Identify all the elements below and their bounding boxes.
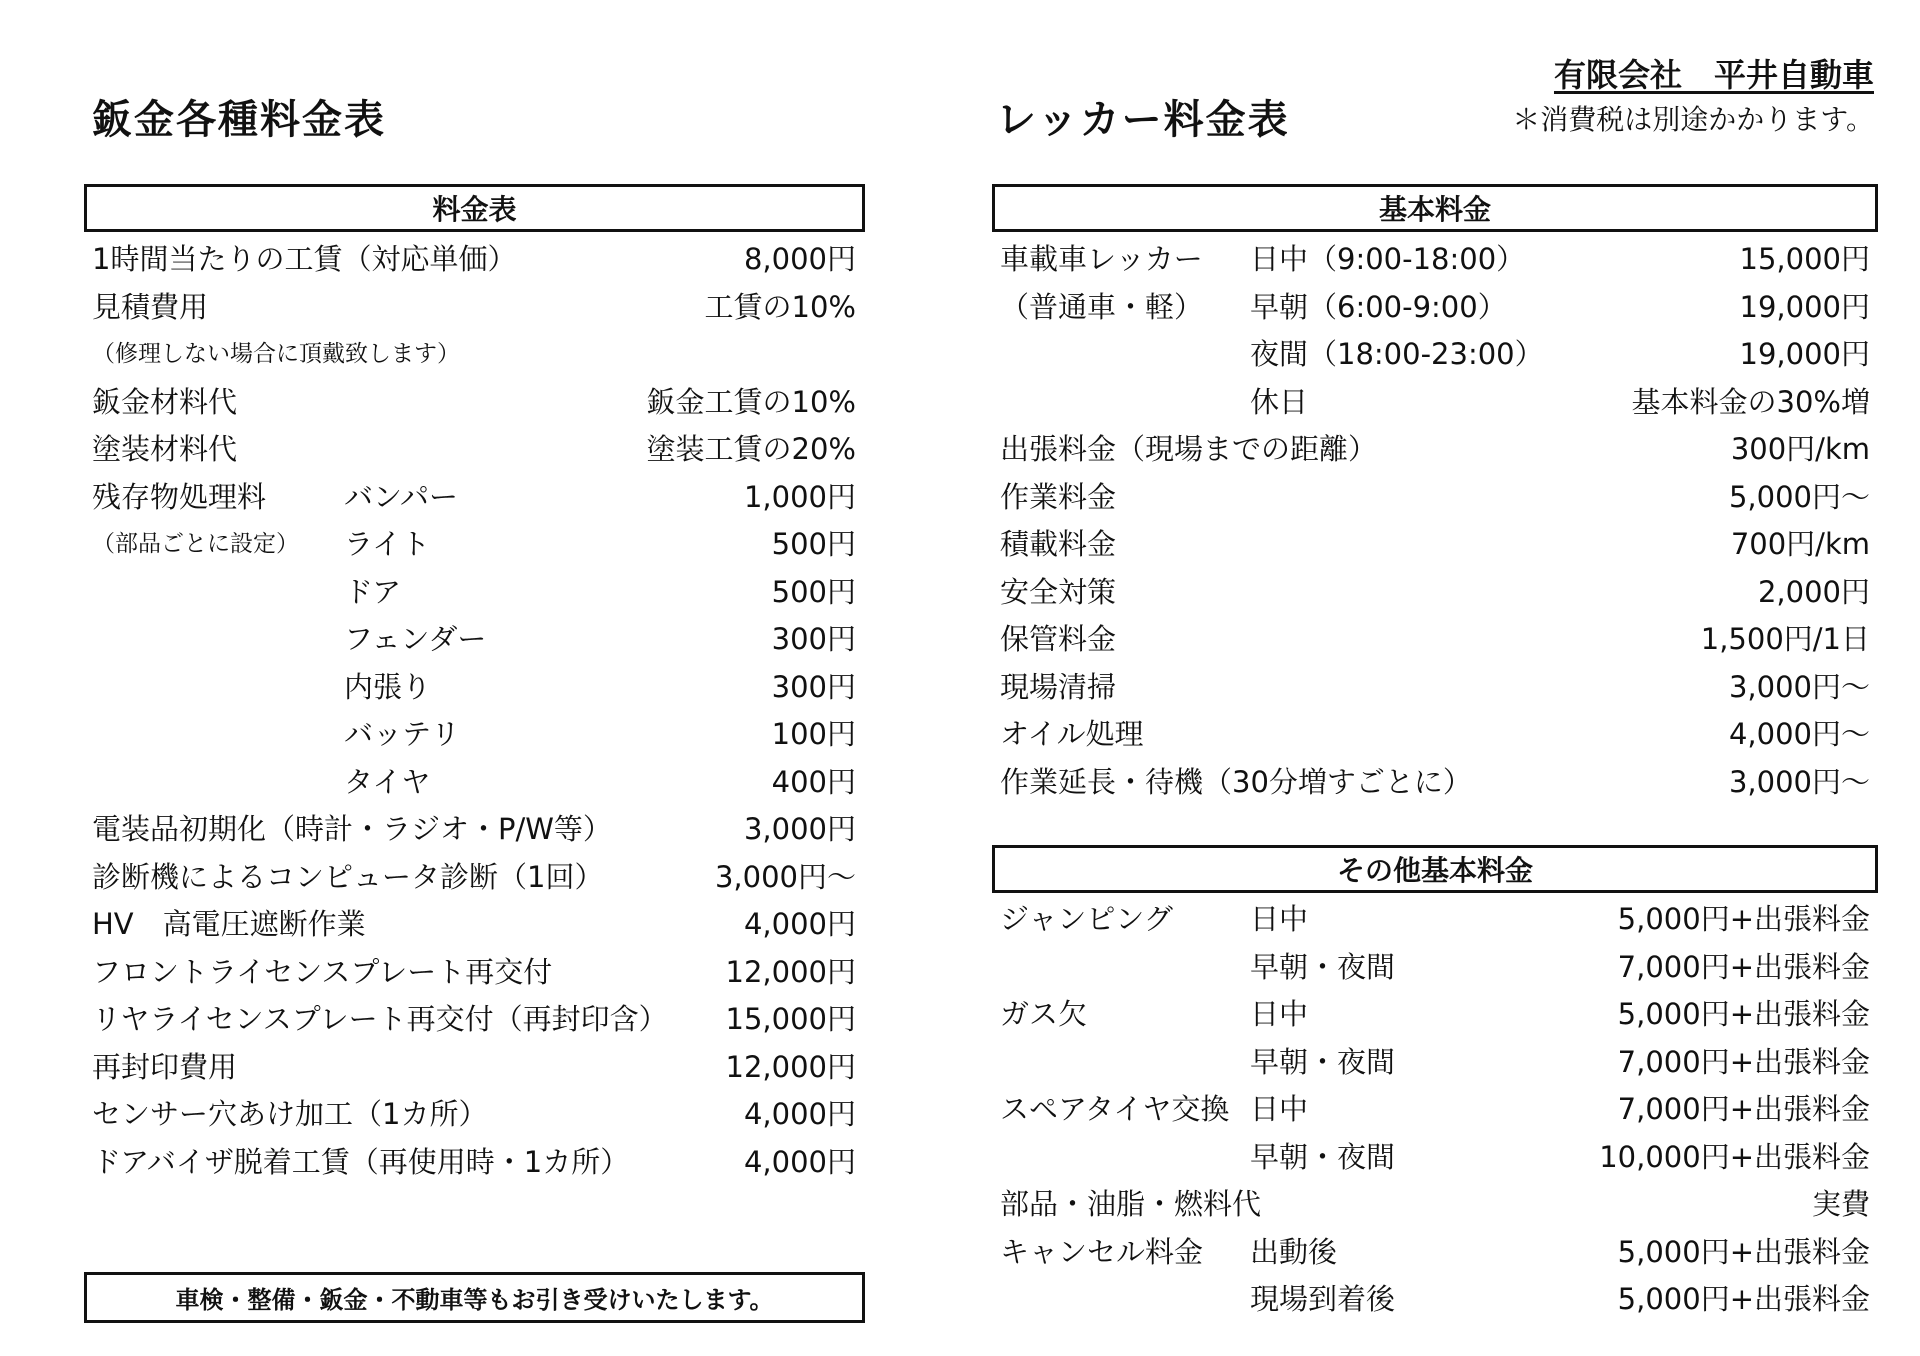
item-price: 4,000円～ [1728, 717, 1870, 751]
basic-fee-row [992, 759, 1878, 807]
item-sublabel: 早朝・夜間 [1250, 949, 1396, 984]
item-price: 400円 [771, 764, 856, 799]
basic-fee-header: 基本料金 [992, 184, 1878, 232]
item-sublabel: 早朝・夜間 [1250, 1044, 1396, 1079]
item-sublabel: 休日 [1250, 384, 1309, 419]
item-label: 見積費用 [92, 289, 209, 324]
item-label: 現場清掃 [1000, 669, 1117, 704]
item-price: 700円/km [1730, 527, 1870, 561]
item-price: 4,000円 [743, 1144, 856, 1179]
item-sublabel: 早朝（6:00-9:00） [1250, 289, 1507, 324]
price-row [84, 996, 862, 1044]
other-fee-row [992, 991, 1878, 1039]
item-price: 5,000円+出張料金 [1617, 1234, 1870, 1269]
item-price: 実費 [1811, 1187, 1870, 1221]
item-label: 再封印費用 [92, 1049, 238, 1084]
basic-fee-row [992, 664, 1878, 712]
item-label: 車載車レッカー [1000, 242, 1203, 276]
item-price: 5,000円～ [1728, 479, 1870, 514]
other-fee-row [992, 1039, 1878, 1087]
item-sublabel: 日中 [1250, 997, 1309, 1031]
item-label: 電装品初期化（時計・ラジオ・P/W等） [92, 812, 612, 846]
basic-fee-row [992, 474, 1878, 522]
price-row [84, 949, 862, 997]
item-price: 7,000円+出張料金 [1617, 1092, 1870, 1126]
basic-fee-row [992, 379, 1878, 427]
item-label: ガス欠 [1000, 997, 1088, 1031]
other-fee-row [992, 1276, 1878, 1324]
price-row [84, 854, 862, 902]
item-price: 3,000円～ [1728, 669, 1870, 704]
basic-fee-row [992, 616, 1878, 664]
item-label: （部品ごとに設定） [92, 531, 299, 557]
item-price: 1,500円/1日 [1700, 622, 1870, 656]
item-label: 作業延長・待機（30分増すごとに） [1000, 764, 1472, 799]
item-price: 7,000円+出張料金 [1617, 1044, 1870, 1079]
basic-fee-row [992, 521, 1878, 569]
price-row [84, 474, 862, 522]
other-fee-row [992, 896, 1878, 944]
item-label: 診断機によるコンピュータ診断（1回） [92, 859, 604, 894]
item-label: ジャンピング [1000, 902, 1173, 936]
price-row [84, 331, 862, 379]
other-fee-row [992, 944, 1878, 992]
other-fee-header: その他基本料金 [992, 845, 1878, 893]
other-fee-row [992, 1181, 1878, 1229]
item-price: 基本料金の30%増 [1631, 384, 1870, 419]
item-sublabel: 夜間（18:00-23:00） [1250, 337, 1544, 371]
price-row [84, 759, 862, 807]
item-price: 5,000円+出張料金 [1617, 902, 1870, 936]
item-sublabel: 日中 [1250, 1092, 1309, 1126]
item-label: 作業料金 [1000, 479, 1117, 514]
item-label: 部品・油脂・燃料代 [1000, 1187, 1262, 1221]
item-price: 4,000円 [743, 907, 856, 941]
item-sublabel: フェンダー [344, 622, 487, 656]
item-label: 1時間当たりの工賃（対応単価） [92, 242, 517, 276]
item-price: 12,000円 [725, 1049, 856, 1084]
basic-fee-row [992, 569, 1878, 617]
item-price: 1,000円 [743, 479, 856, 514]
basic-fee-row [992, 426, 1878, 474]
item-label: 安全対策 [1000, 574, 1117, 609]
item-price: 工賃の10% [704, 289, 856, 324]
item-price: 19,000円 [1739, 289, 1870, 324]
item-price: 19,000円 [1739, 337, 1870, 371]
price-row [84, 806, 862, 854]
item-label: フロントライセンスプレート再交付 [92, 954, 553, 989]
price-row [84, 1044, 862, 1092]
item-label: ドアバイザ脱着工賃（再使用時・1カ所） [92, 1144, 630, 1179]
item-label: 保管料金 [1000, 622, 1117, 656]
price-row [84, 664, 862, 712]
item-price: 15,000円 [725, 1002, 856, 1036]
item-label: オイル処理 [1000, 717, 1144, 751]
price-row [84, 901, 862, 949]
item-label: （修理しない場合に頂戴致します） [92, 341, 460, 367]
item-price: 4,000円 [743, 1097, 856, 1131]
price-row [84, 569, 862, 617]
item-sublabel: 出動後 [1250, 1234, 1338, 1269]
item-price: 鈑金工賃の10% [646, 384, 856, 419]
left-table-header: 料金表 [84, 184, 865, 232]
item-sublabel: 現場到着後 [1250, 1282, 1396, 1316]
basic-fee-table [992, 236, 1878, 806]
item-label: HV 高電圧遮断作業 [92, 907, 366, 941]
tax-note: ＊消費税は別途かかります。 [1512, 103, 1874, 136]
item-label: 鈑金材料代 [92, 384, 238, 419]
item-price: 300円 [771, 669, 856, 704]
item-price: 3,000円 [743, 812, 856, 846]
item-price: 7,000円+出張料金 [1617, 949, 1870, 984]
price-row [84, 711, 862, 759]
price-row [84, 284, 862, 332]
item-price: 10,000円+出張料金 [1599, 1139, 1870, 1174]
item-sublabel: 日中 [1250, 902, 1309, 936]
item-price: 3,000円～ [1728, 764, 1870, 799]
item-price: 12,000円 [725, 954, 856, 989]
item-price: 15,000円 [1739, 242, 1870, 276]
item-sublabel: タイヤ [344, 764, 431, 799]
basic-fee-row [992, 711, 1878, 759]
item-label: スペアタイヤ交換 [1000, 1092, 1230, 1126]
item-price: 5,000円+出張料金 [1617, 997, 1870, 1031]
price-row [84, 1091, 862, 1139]
item-price: 300円/km [1730, 432, 1870, 466]
other-fee-row [992, 1134, 1878, 1182]
item-label: 塗装材料代 [92, 432, 238, 466]
item-sublabel: バッテリ [344, 717, 461, 751]
item-sublabel: 日中（9:00-18:00） [1250, 242, 1526, 276]
item-price: 5,000円+出張料金 [1617, 1282, 1870, 1316]
basic-fee-row [992, 284, 1878, 332]
price-row [84, 236, 862, 284]
item-label: 出張料金（現場までの距離） [1000, 432, 1378, 466]
item-price: 2,000円 [1757, 574, 1870, 609]
item-label: 残存物処理料 [92, 479, 267, 514]
price-row [84, 521, 862, 569]
item-price: 塗装工賃の20% [646, 432, 856, 466]
item-label: キャンセル料金 [1000, 1234, 1204, 1269]
footer-notice: 車検・整備・鈑金・不動車等もお引き受けいたします。 [84, 1272, 865, 1323]
item-sublabel: バンパー [344, 479, 458, 514]
price-row [84, 379, 862, 427]
price-row [84, 616, 862, 664]
item-price: 300円 [771, 622, 856, 656]
item-sublabel: ドア [344, 574, 402, 609]
basic-fee-row [992, 331, 1878, 379]
item-sublabel: 内張り [344, 669, 432, 704]
company-name: 有限会社 平井自動車 [1553, 56, 1874, 94]
price-row [84, 1139, 862, 1187]
item-label: リヤライセンスプレート再交付（再封印含） [92, 1002, 668, 1036]
other-fee-row [992, 1229, 1878, 1277]
basic-fee-row [992, 236, 1878, 284]
left-title: 鈑金各種料金表 [92, 97, 386, 143]
item-label: 積載料金 [1000, 527, 1117, 561]
left-price-table [84, 236, 862, 1186]
item-price: 500円 [771, 527, 856, 561]
price-row [84, 426, 862, 474]
item-price: 8,000円 [743, 242, 856, 276]
other-fee-table [992, 896, 1878, 1324]
item-price: 3,000円～ [714, 859, 856, 894]
item-label: センサー穴あけ加工（1カ所） [92, 1097, 488, 1131]
item-price: 500円 [771, 574, 856, 609]
right-title: レッカー料金表 [996, 97, 1290, 143]
item-sublabel: 早朝・夜間 [1250, 1139, 1396, 1174]
item-price: 100円 [771, 717, 856, 751]
item-sublabel: ライト [344, 527, 431, 561]
other-fee-row [992, 1086, 1878, 1134]
item-label: （普通車・軽） [1000, 289, 1204, 324]
